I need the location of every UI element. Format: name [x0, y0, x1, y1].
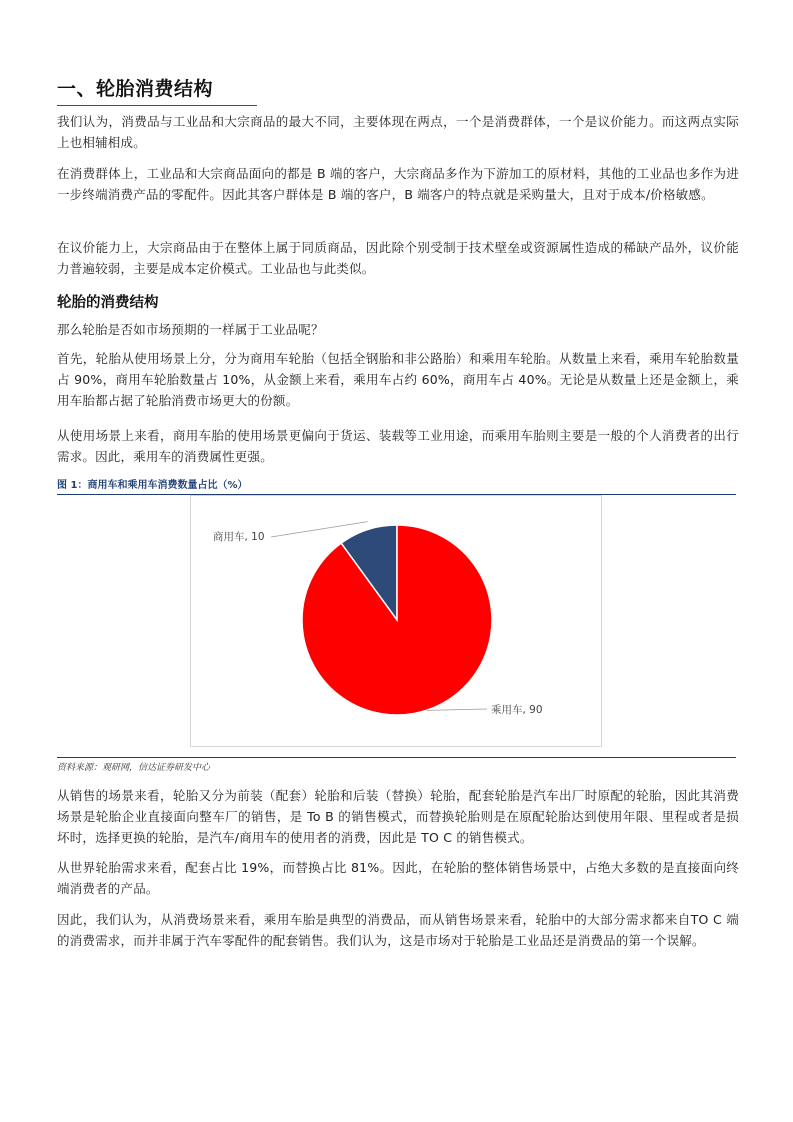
- pie-data-label: 乘用车, 90: [491, 704, 543, 716]
- pie-leader-line: [271, 522, 368, 537]
- pie-chart: [191, 496, 601, 746]
- section-heading: 一、轮胎消费结构: [57, 74, 257, 106]
- paragraph-structure-3: 从使用场景上来看，商用车胎的使用场景更偏向于货运、装载等工业用途，而乘用车胎则主要是一般的个人消费者的出行需求。因此，乘用车的消费属性更强。: [57, 428, 739, 464]
- paragraph-sales-3: 因此，我们认为，从消费场景来看，乘用车胎是典型的消费品，而从销售场景来看，轮胎中的大部分需求都来自TO C 端的消费需求，而并非属于汽车零配件的配套销售。我们认为，这是市场对于轮胎是工业品还是消费品的第一个误解。: [57, 912, 739, 948]
- figure-caption: 图 1：商用车和乘用车消费数量占比（%）: [57, 476, 736, 495]
- source-note: 资料来源：观研网，信达证券研发中心: [57, 757, 736, 773]
- paragraph-intro-1: 我们认为，消费品与工业品和大宗商品的最大不同，主要体现在两点，一个是消费群体，一个是议价能力。而这两点实际上也相辅相成。: [57, 114, 739, 150]
- pie-leader-line: [426, 709, 487, 710]
- paragraph-intro-3: 在议价能力上，大宗商品由于在整体上属于同质商品，因此除个别受制于技术壁垒或资源属性造成的稀缺产品外，议价能力普遍较弱，主要是成本定价模式。工业品也与此类似。: [57, 240, 739, 276]
- pie-chart-box: [190, 495, 602, 747]
- paragraph-sales-2: 从世界轮胎需求来看，配套占比 19%，而替换占比 81%。因此，在轮胎的整体销售场景中，占绝大多数的是直接面向终端消费者的产品。: [57, 860, 739, 896]
- paragraph-structure-2: 首先，轮胎从使用场景上分，分为商用车轮胎（包括全钢胎和非公路胎）和乘用车轮胎。从数量上来看，乘用车轮胎数量占 90%，商用车轮胎数量占 10%，从金额上来看，乘用车占约 60%，商用车占 40%。无论是从数量上还是金额上，乘用车胎都占据了轮胎消费市场更大的份额。: [57, 351, 739, 408]
- paragraph-sales-1: 从销售的场景来看，轮胎又分为前装（配套）轮胎和后装（替换）轮胎，配套轮胎是汽车出厂时原配的轮胎，因此其消费场景是轮胎企业直接面向整车厂的销售，是 To B 的销售模式，而替换轮胎则是在原配轮胎达到使用年限、里程或者是损坏时，选择更换的轮胎，是汽车/商用车的使用者的消费，因此是 TO C 的销售模式。: [57, 788, 739, 845]
- pie-slice-passenger: [302, 525, 492, 715]
- pie-data-label: 商用车, 10: [213, 531, 265, 543]
- subheading: 轮胎的消费结构: [57, 295, 159, 311]
- paragraph-intro-2: 在消费群体上，工业品和大宗商品面向的都是 B 端的客户，大宗商品多作为下游加工的原材料，其他的工业品也多作为进一步终端消费产品的零配件。因此其客户群体是 B 端的客户，B 端客户的特点就是采购量大，且对于成本/价格敏感。: [57, 166, 739, 202]
- paragraph-structure-1: 那么轮胎是否如市场预期的一样属于工业品呢？: [57, 322, 324, 337]
